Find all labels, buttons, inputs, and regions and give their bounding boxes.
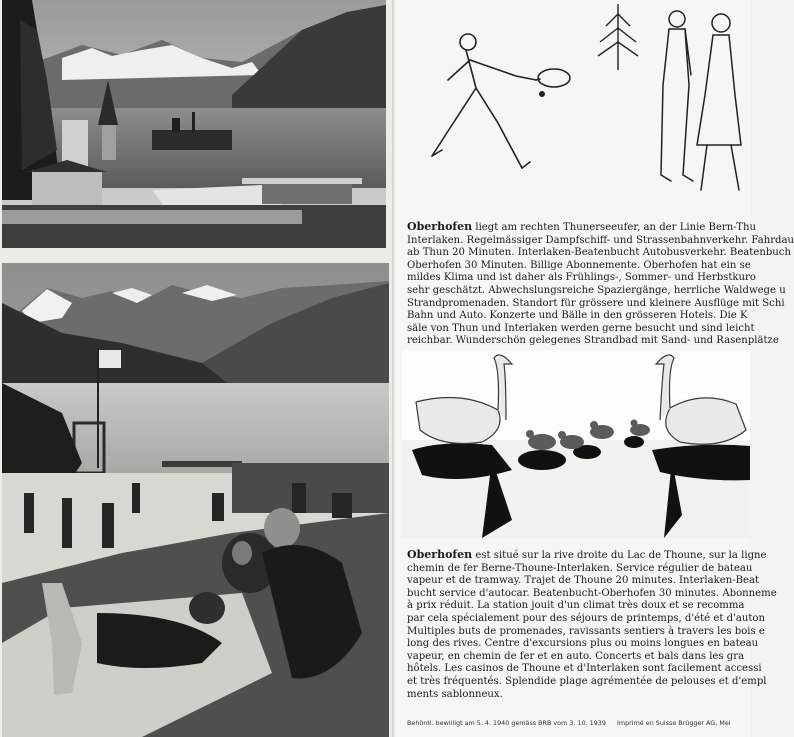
tree-sketch: [594, 0, 642, 72]
swans-illustration: [402, 350, 750, 538]
french-line: Multiples buts de promenades, ravissants sentiers à travers les bois e: [407, 625, 765, 637]
french-line: à prix réduit. La station jouit d'un climat très doux et se recomma: [407, 600, 745, 612]
beach-bathers-illustration: [2, 263, 389, 737]
german-line: Oberhofen 30 Minuten. Billige Abonnemente. Oberhofen hat ein se: [407, 259, 751, 271]
lake-castle-illustration: [2, 0, 386, 248]
german-line: Strandpromenaden. Standort für grössere und kleinere Ausflüge mit Schi: [407, 297, 785, 309]
swans-photo: [402, 350, 750, 538]
french-line: long des rives. Centre d'excursions plus ou moins longues en bateau: [407, 638, 759, 650]
german-line: Bahn und Auto. Konzerte und Bälle in den grösseren Hotels. Die K: [407, 310, 748, 322]
french-description: [407, 548, 777, 701]
lake-castle-photo: [2, 0, 386, 248]
approval-note: Behördl. bewilligt am 5. 4. 1940 gemäss BRB vom 3. 10. 1939: [407, 719, 606, 727]
french-line: est situé sur la rive droite du Lac de Thoune, sur la ligne: [472, 550, 767, 561]
french-line: chemin de fer Berne-Thoune-Interlaken. Service régulier de bateau: [407, 562, 753, 574]
beach-bathers-photo: [2, 263, 389, 737]
printer-note: Imprimé en Suisse Brügger AG, Mei: [617, 719, 731, 727]
german-line: reichbar. Wunderschön gelegenes Strandbad mit Sand- und Rasenplätze: [407, 335, 779, 347]
german-lead-word: Oberhofen: [407, 220, 473, 233]
walking-couple-sketch: [641, 5, 751, 200]
german-line: Interlaken. Regelmässiger Dampfschiff- und Strassenbahnverkehr. Fahrdau: [407, 234, 794, 246]
german-line: ab Thun 20 Minuten. Interlaken-Beatenbucht Autobusverkehr. Beatenbuch: [407, 247, 791, 259]
right-page: [396, 0, 794, 737]
french-line: hôtels. Les casinos de Thoune et d'Interlaken sont facilement accessi: [407, 663, 762, 675]
french-line: ments sablonneux.: [407, 688, 503, 700]
german-line: säle von Thun und Interlaken werden gerne besucht und sind leicht: [407, 322, 755, 334]
german-line: liegt am rechten Thunerseeufer, an der Linie Bern-Thu: [472, 222, 757, 233]
german-line: sehr geschätzt. Abwechslungsreiche Spaziergänge, herrliche Waldwege u: [407, 284, 786, 296]
french-line: vapeur et de tramway. Trajet de Thoune 20 minutes. Interlaken-Beat: [407, 575, 760, 587]
french-line: et très fréquentés. Splendide plage agrémentée de pelouses et d'empl: [407, 675, 767, 687]
french-line: bucht service d'autocar. Beatenbucht-Oberhofen 30 minutes. Abonneme: [407, 587, 777, 599]
french-line: par cela spécialement pour des séjours de printemps, d'été et d'auton: [407, 612, 765, 624]
french-lead-word: Oberhofen: [407, 548, 473, 561]
german-line: mildes Klima und ist daher als Frühlings-, Sommer- und Herbstkuro: [407, 272, 756, 284]
left-page: [0, 0, 392, 737]
german-description: [407, 220, 794, 348]
tennis-player-sketch: [426, 28, 606, 178]
french-line: vapeur, en chemin de fer et en auto. Concerts et bals dans les gra: [407, 650, 745, 662]
